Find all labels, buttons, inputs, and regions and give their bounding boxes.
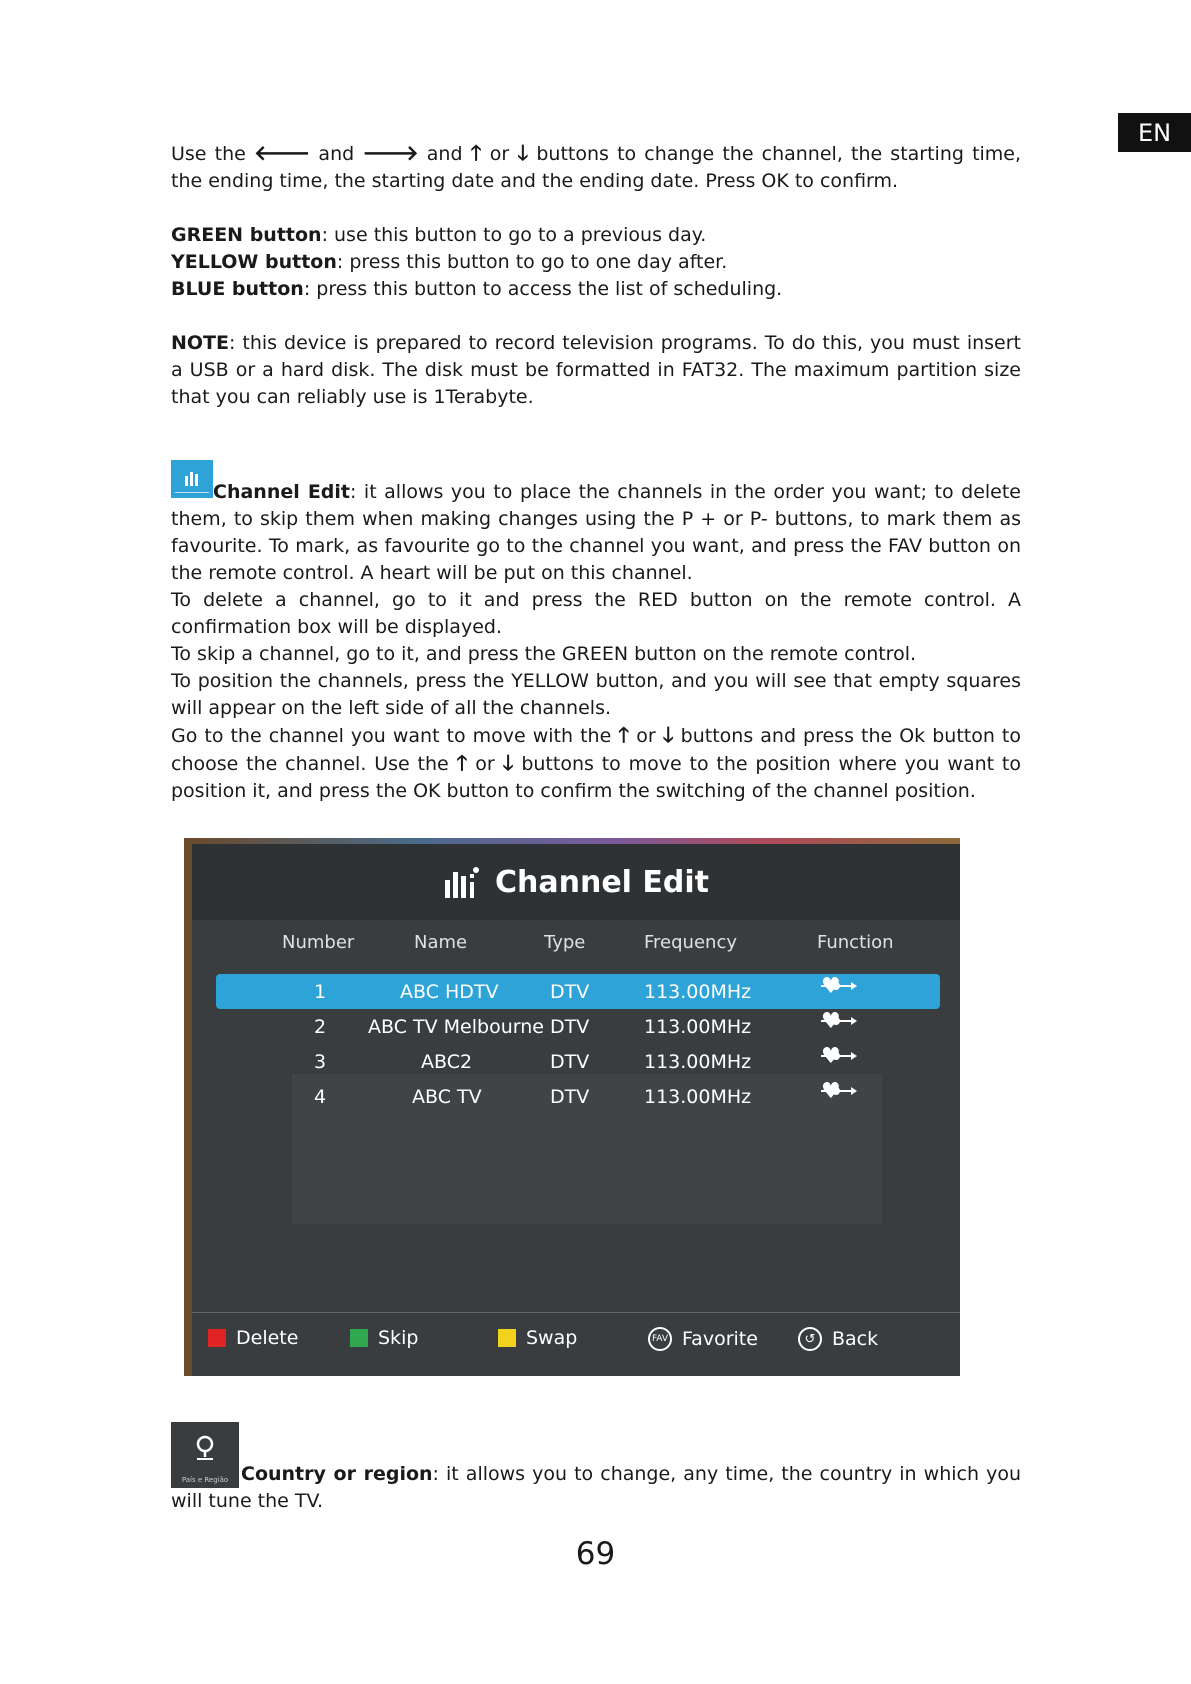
column-number: Number (282, 932, 355, 953)
country-icon-caption: País e Região (181, 1476, 229, 1484)
channel-edit-header-icon (443, 864, 483, 900)
intro-paragraph (171, 140, 1021, 195)
arrow-up-icon: 🡑 (470, 141, 482, 165)
background-dialog (292, 1074, 882, 1224)
heart-icon: ♥ (821, 1078, 841, 1104)
delete-hint[interactable]: Delete (208, 1327, 298, 1349)
yellow-button-line: YELLOW button: press this button to go to one day after. (171, 251, 728, 273)
heart-icon: ♥ (821, 973, 841, 999)
column-type: Type (544, 932, 586, 953)
fav-icon: FAV (648, 1327, 672, 1351)
red-square-icon (208, 1329, 226, 1347)
move-instruction: Go to the channel you want to move with the 🡑 or 🡓 buttons and press the Ok button to choose the channel. Use the 🡑 or 🡓 buttons to move to the position where you want to position it, and press the OK button to confirm the switching of the channel position. (171, 723, 1021, 802)
heart-icon: ♥ (821, 1043, 841, 1069)
language-tag: EN (1118, 113, 1191, 152)
column-name: Name (414, 932, 468, 953)
channel-edit-section: Channel Edit: it allows you to place the channels in the order you want; to delete them, to skip them when making changes using the P + or P- buttons, to mark them as favourite. To mark, as favourite go to the channel you want, and press the FAV button on the remote control. A heart will be put on this channel. To delete a channel, go to it and press the RED button on the remote control. A confirmation box will be displayed. To skip a channel, go to it, and press the GREEN button on the remote control. To position the channels, press the YELLOW button, and you will see that empty squares will appear on the left side of all the channels. Go to the channel you want to move with the 🡑 or 🡓 buttons and press the Ok button to choose the channel. Use the 🡑 or 🡓 buttons to move to the position where you want to position it, and press the OK button to confirm the switching of the channel position. (171, 460, 1021, 805)
table-row[interactable]: 1 ABC HDTV DTV 113.00MHz ♥ (216, 974, 940, 1009)
table-row[interactable]: 3 ABC2 DTV 113.00MHz ♥ (216, 1044, 940, 1079)
arrow-right-icon: 🡒 (362, 141, 419, 165)
or-text: or (489, 143, 510, 165)
panel-footer (192, 1312, 960, 1361)
swap-hint[interactable]: Swap (498, 1327, 577, 1349)
table-row[interactable]: 2 ABC TV Melbourne DTV 113.00MHz ♥ (216, 1009, 940, 1044)
skip-instruction: To skip a channel, go to it, and press the GREEN button on the remote control. (171, 643, 917, 665)
table-row[interactable]: 4 ABC TV DTV 113.00MHz ♥ (216, 1079, 940, 1114)
arrow-down-icon: 🡓 (662, 723, 674, 747)
skip-hint[interactable]: Skip (350, 1327, 418, 1349)
intro-text-end: buttons to change the channel, the starting time, the ending time, the starting date and the ending date. Press OK to confirm. (171, 143, 1022, 192)
and-text: and (318, 143, 355, 165)
column-frequency: Frequency (644, 932, 737, 953)
panel-header (192, 844, 960, 920)
arrow-up-icon: 🡑 (618, 723, 630, 747)
country-region-section: País e Região Country or region: it allows you to change, any time, the country in which you will tune the TV. (171, 1422, 1021, 1515)
table-header (192, 932, 960, 966)
yellow-square-icon (498, 1329, 516, 1347)
channel-edit-screenshot (184, 838, 960, 1376)
back-icon: ↺ (798, 1327, 822, 1351)
note-paragraph: NOTE: this device is prepared to record television programs. To do this, you must insert a USB or a hard disk. The disk must be formatted in FAT32. The maximum partition size that you can reliably use is 1Terabyte. (171, 332, 1021, 408)
delete-instruction: To delete a channel, go to it and press the RED button on the remote control. A confirmation box will be displayed. (171, 589, 1021, 638)
blue-button-line: BLUE button: press this button to access the list of scheduling. (171, 278, 783, 300)
color-buttons-list (171, 222, 1021, 303)
back-hint[interactable]: ↺ Back (798, 1327, 878, 1351)
page-number: 69 (575, 1536, 616, 1572)
location-pin-icon (171, 1422, 239, 1472)
position-instruction: To position the channels, press the YELLOW button, and you will see that empty squares will appear on the left side of all the channels. (171, 670, 1021, 719)
green-button-line: GREEN button: use this button to go to a previous day. (171, 224, 707, 246)
arrow-left-icon: 🡐 (253, 141, 311, 165)
channel-edit-panel (192, 844, 960, 1376)
favorite-hint[interactable]: FAV Favorite (648, 1327, 758, 1351)
arrow-down-icon: 🡓 (517, 141, 529, 165)
channel-edit-icon (171, 460, 213, 506)
arrow-down-icon: 🡓 (502, 751, 514, 775)
green-square-icon (350, 1329, 368, 1347)
intro-text-start: Use the (171, 143, 246, 165)
country-region-icon (171, 1422, 239, 1488)
and-text: and (426, 143, 463, 165)
arrow-up-icon: 🡑 (456, 751, 468, 775)
column-function: Function (817, 932, 894, 953)
heart-icon: ♥ (821, 1008, 841, 1034)
panel-title: Channel Edit (495, 864, 709, 900)
